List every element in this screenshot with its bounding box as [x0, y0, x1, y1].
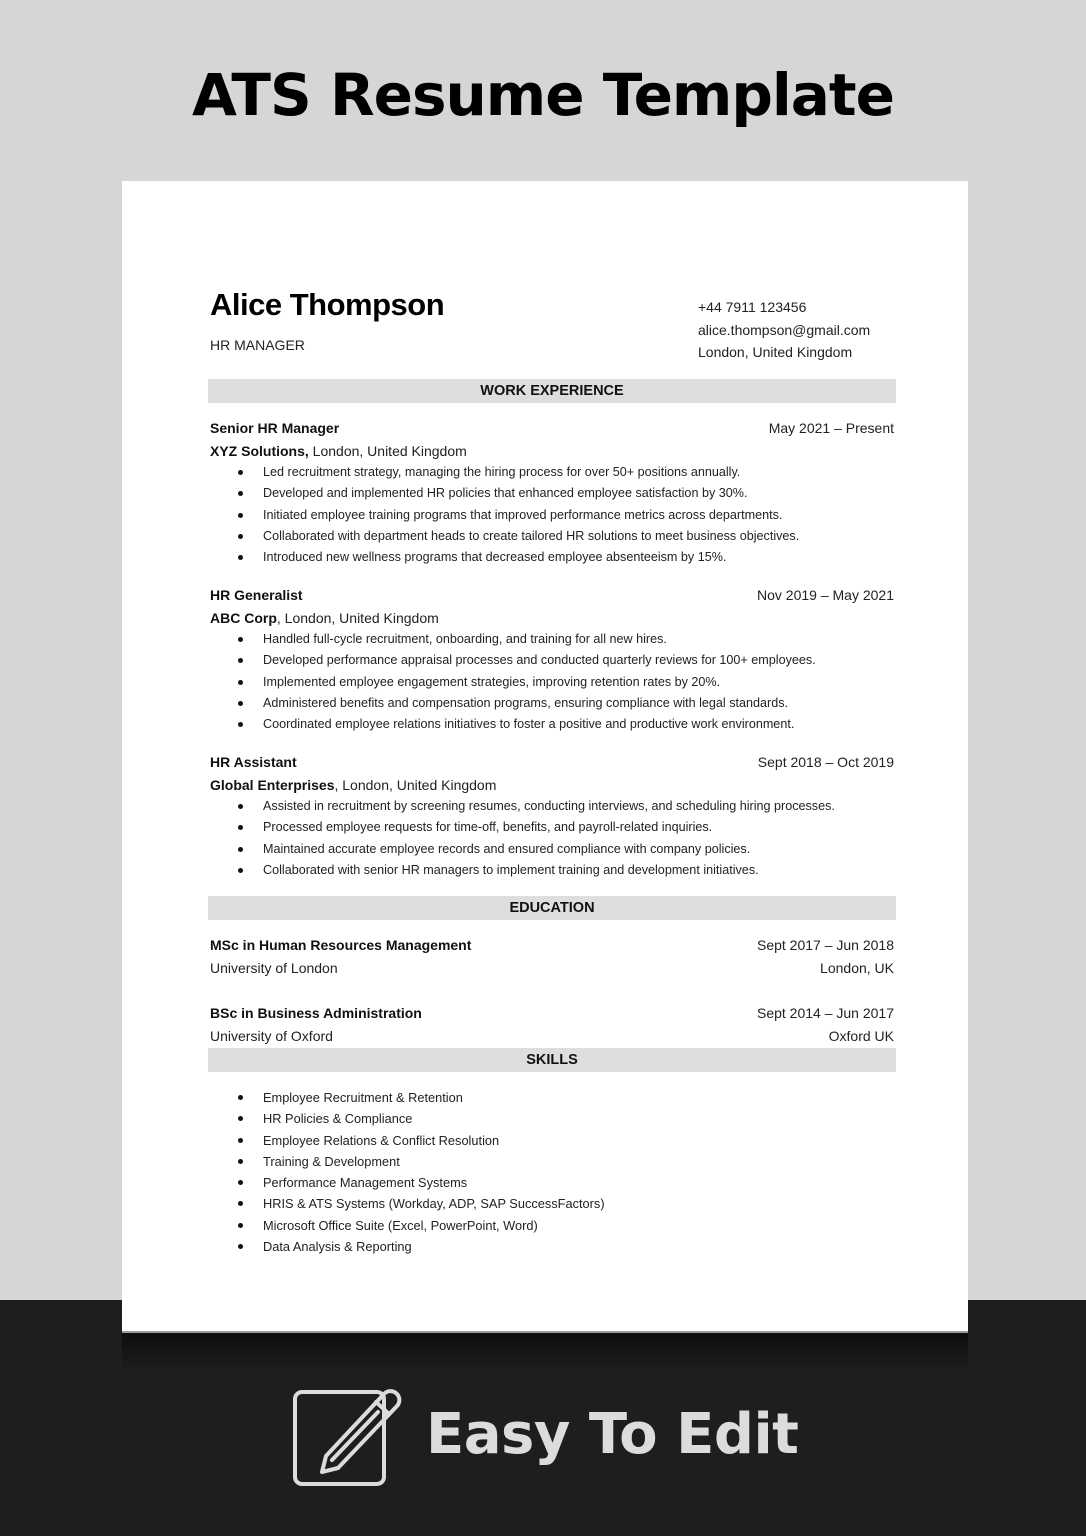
work-role: HR Generalist: [210, 587, 303, 603]
bullet-icon: [238, 701, 243, 706]
bullet-item: Coordinated employee relations initiatives to foster a positive and productive work environment.: [210, 714, 894, 735]
bullet-item: Administered benefits and compensation programs, ensuring compliance with legal standards.: [210, 693, 894, 714]
section-header-skills: SKILLS: [208, 1048, 896, 1072]
bullet-icon: [238, 868, 243, 873]
work-company: XYZ Solutions,: [210, 442, 309, 459]
bullet-icon: [238, 1244, 243, 1249]
bullet-icon: [238, 1201, 243, 1206]
skills-list-container: [210, 1087, 894, 1257]
work-entry: [210, 751, 894, 881]
skill-item: HRIS & ATS Systems (Workday, ADP, SAP SuccessFactors): [210, 1193, 894, 1214]
bullet-icon: [238, 1159, 243, 1164]
work-role: Senior HR Manager: [210, 420, 340, 436]
bullet-icon: [238, 804, 243, 809]
bullet-icon: [238, 1138, 243, 1143]
bullet-icon: [238, 555, 243, 560]
section-header-work: WORK EXPERIENCE: [208, 379, 896, 403]
bullet-item: Processed employee requests for time-off, benefits, and payroll-related inquiries.: [210, 817, 894, 838]
work-location: , London, United Kingdom: [334, 776, 497, 793]
education-entry: [210, 934, 894, 979]
bullet-item: Implemented employee engagement strategies, improving retention rates by 20%.: [210, 672, 894, 693]
skill-item: Employee Recruitment & Retention: [210, 1087, 894, 1108]
bullet-icon: [238, 1223, 243, 1228]
work-dates: Nov 2019 – May 2021: [757, 587, 894, 603]
bullet-item: Assisted in recruitment by screening resumes, conducting interviews, and scheduling hiring processes.: [210, 796, 894, 817]
work-company: Global Enterprises: [210, 776, 335, 793]
education-location: Oxford UK: [828, 1027, 894, 1044]
work-location: London, United Kingdom: [308, 442, 467, 459]
bullet-item: Handled full-cycle recruitment, onboarding, and training for all new hires.: [210, 629, 894, 650]
work-entry: [210, 584, 894, 735]
bullet-icon: [238, 722, 243, 727]
work-location: , London, United Kingdom: [276, 609, 439, 626]
work-company: ABC Corp: [210, 609, 277, 626]
section-header-education: EDUCATION: [208, 896, 896, 920]
skill-item: Training & Development: [210, 1151, 894, 1172]
work-bullets: [210, 629, 894, 735]
work-dates: Sept 2018 – Oct 2019: [757, 754, 894, 770]
bullet-icon: [238, 847, 243, 852]
candidate-name: Alice Thompson: [210, 287, 445, 322]
education-location: London, UK: [820, 959, 894, 976]
bullet-icon: [238, 491, 243, 496]
edit-pencil-icon: [292, 1380, 404, 1488]
cta-label: Easy To Edit: [426, 1401, 799, 1467]
candidate-title: HR MANAGER: [210, 337, 305, 353]
contact-email: alice.thompson@gmail.com: [698, 321, 871, 338]
skill-item: Microsoft Office Suite (Excel, PowerPoint, Word): [210, 1215, 894, 1236]
education-degree: BSc in Business Administration: [210, 1005, 422, 1021]
bullet-item: Developed and implemented HR policies that enhanced employee satisfaction by 30%.: [210, 483, 894, 504]
bullet-icon: [238, 470, 243, 475]
bullet-icon: [238, 680, 243, 685]
education-school: University of London: [210, 959, 338, 976]
bullet-item: Introduced new wellness programs that decreased employee absenteeism by 15%.: [210, 547, 894, 568]
skill-item: Performance Management Systems: [210, 1172, 894, 1193]
contact-phone: +44 7911 123456: [698, 299, 807, 315]
headline: ATS Resume Template: [192, 61, 894, 129]
resume-page: [122, 181, 968, 1333]
bullet-item: Led recruitment strategy, managing the hiring process for over 50+ positions annually.: [210, 462, 894, 483]
work-entry: [210, 417, 894, 568]
contact-location: London, United Kingdom: [698, 344, 853, 360]
work-role: HR Assistant: [210, 754, 297, 770]
bullet-item: Maintained accurate employee records and ensured compliance with company policies.: [210, 839, 894, 860]
easy-to-edit-banner: [292, 1380, 798, 1488]
skill-item: Data Analysis & Reporting: [210, 1236, 894, 1257]
education-dates: Sept 2014 – Jun 2017: [756, 1005, 894, 1021]
work-bullets: [210, 796, 894, 881]
education-school: University of Oxford: [210, 1027, 333, 1044]
bullet-icon: [238, 1095, 243, 1100]
bullet-icon: [238, 513, 243, 518]
bullet-item: Initiated employee training programs that improved performance metrics across departments.: [210, 505, 894, 526]
skills-list: [210, 1087, 894, 1257]
bullet-icon: [238, 637, 243, 642]
contact-block: [698, 296, 870, 364]
bullet-icon: [238, 534, 243, 539]
work-dates: May 2021 – Present: [768, 420, 894, 436]
bullet-item: Developed performance appraisal processes and conducted quarterly reviews for 100+ employees.: [210, 650, 894, 671]
work-bullets: [210, 462, 894, 568]
skill-item: Employee Relations & Conflict Resolution: [210, 1130, 894, 1151]
skill-item: HR Policies & Compliance: [210, 1108, 894, 1129]
bullet-icon: [238, 1116, 243, 1121]
education-degree: MSc in Human Resources Management: [210, 937, 472, 953]
page-shadow: [122, 1333, 968, 1373]
bullet-icon: [238, 658, 243, 663]
education-entry: [210, 1002, 894, 1047]
education-dates: Sept 2017 – Jun 2018: [756, 937, 894, 953]
bullet-item: Collaborated with department heads to create tailored HR solutions to meet business objectives.: [210, 526, 894, 547]
bullet-icon: [238, 825, 243, 830]
bullet-item: Collaborated with senior HR managers to implement training and development initiatives.: [210, 860, 894, 881]
bullet-icon: [238, 1180, 243, 1185]
